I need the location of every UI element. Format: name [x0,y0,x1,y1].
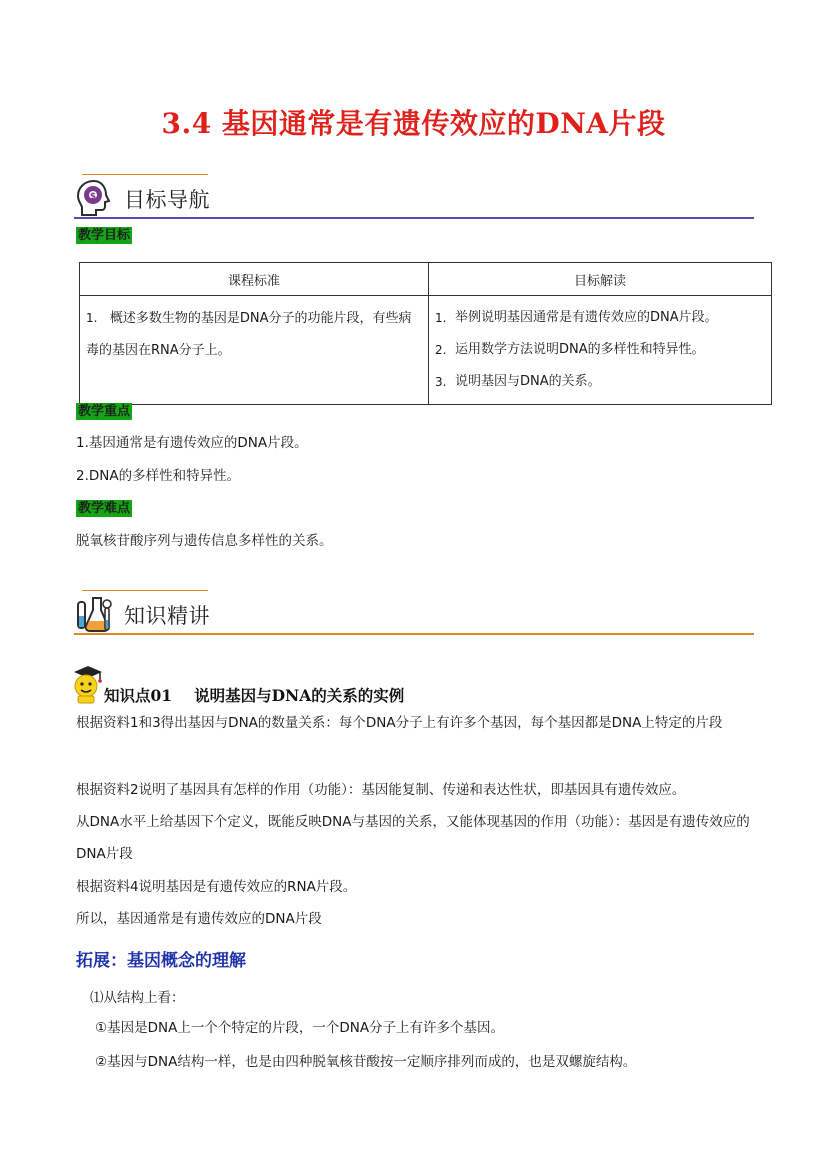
section-divider [74,217,754,219]
lab-flask-icon [74,594,114,634]
tag-teaching-goals: 教学目标 [78,228,131,243]
paragraph: 根据资料1和3得出基因与DNA的数量关系：每个DNA分子上有许多个基因，每个基因都是DNA上特定的片段 [76,715,723,731]
list-number: 1. [86,311,98,325]
list-number: 2. [435,343,447,357]
header-accent-line [82,590,208,591]
table-row [80,296,772,405]
paragraph: 根据资料2说明了基因具有怎样的作用（功能）：基因能复制、传递和表达性状，即基因具有遗传效应。 [76,782,686,798]
knowledge-point-heading [104,684,404,706]
section-divider [74,633,754,635]
list-item [435,302,765,334]
key-point-item: 2.DNA的多样性和特异性。 [76,468,241,484]
paragraph: 所以，基因通常是有遗传效应的DNA片段 [76,911,322,927]
list-item [435,366,765,398]
list-number: 1. [435,311,447,325]
section-header-knowledge [74,590,754,638]
extension-item: ①基因是DNA上一个个特定的片段，一个DNA分子上有许多个基因。 [95,1020,505,1036]
list-number: 3. [435,375,447,389]
table-cell-interpretation [429,296,772,405]
list-text: 举例说明基因通常是有遗传效应的DNA片段。 [455,310,718,325]
extension-heading: 拓展：基因概念的理解 [76,951,246,971]
difficulty-item: 脱氧核苷酸序列与遗传信息多样性的关系。 [76,533,333,549]
list-text: 说明基因与DNA的关系。 [455,374,601,389]
extension-item: ②基因与DNA结构一样，也是由四种脱氧核苷酸按一定顺序排列而成的，也是双螺旋结构。 [95,1054,637,1070]
key-point-item: 1.基因通常是有遗传效应的DNA片段。 [76,435,308,451]
section-label: 目标导航 [124,188,210,212]
table-header-row [80,263,772,296]
knowledge-point-number: 知识点01 [104,686,173,705]
list-item [435,334,765,366]
table-header: 目标解读 [429,263,772,296]
graduate-mascot-icon [70,664,104,704]
extension-subheading: ⑴从结构上看： [90,990,185,1006]
tag-difficulties: 教学难点 [78,501,131,516]
goals-table [79,262,772,405]
section-header-goals [74,174,754,222]
paragraph: 根据资料4说明基因是有遗传效应的RNA片段。 [76,879,357,895]
header-accent-line [82,174,208,175]
curriculum-text: 概述多数生物的基因是DNA分子的功能片段，有些病毒的基因在RNA分子上。 [86,311,412,358]
knowledge-point-title: 说明基因与DNA的关系的实例 [194,686,405,705]
table-header: 课程标准 [80,263,429,296]
brain-gear-icon [74,178,114,218]
list-text: 运用数学方法说明DNA的多样性和特异性。 [455,342,705,357]
page-title: 3.4 基因通常是有遗传效应的DNA片段 [161,107,666,140]
table-cell-curriculum [80,296,429,405]
paragraph: 从DNA水平上给基因下个定义，既能反映DNA与基因的关系，又能体现基因的作用（功能）：基因是有遗传效应的DNA片段 [76,814,750,862]
tag-key-points: 教学重点 [78,404,131,419]
section-label: 知识精讲 [124,604,210,628]
svg-text:$: $ [89,192,97,202]
